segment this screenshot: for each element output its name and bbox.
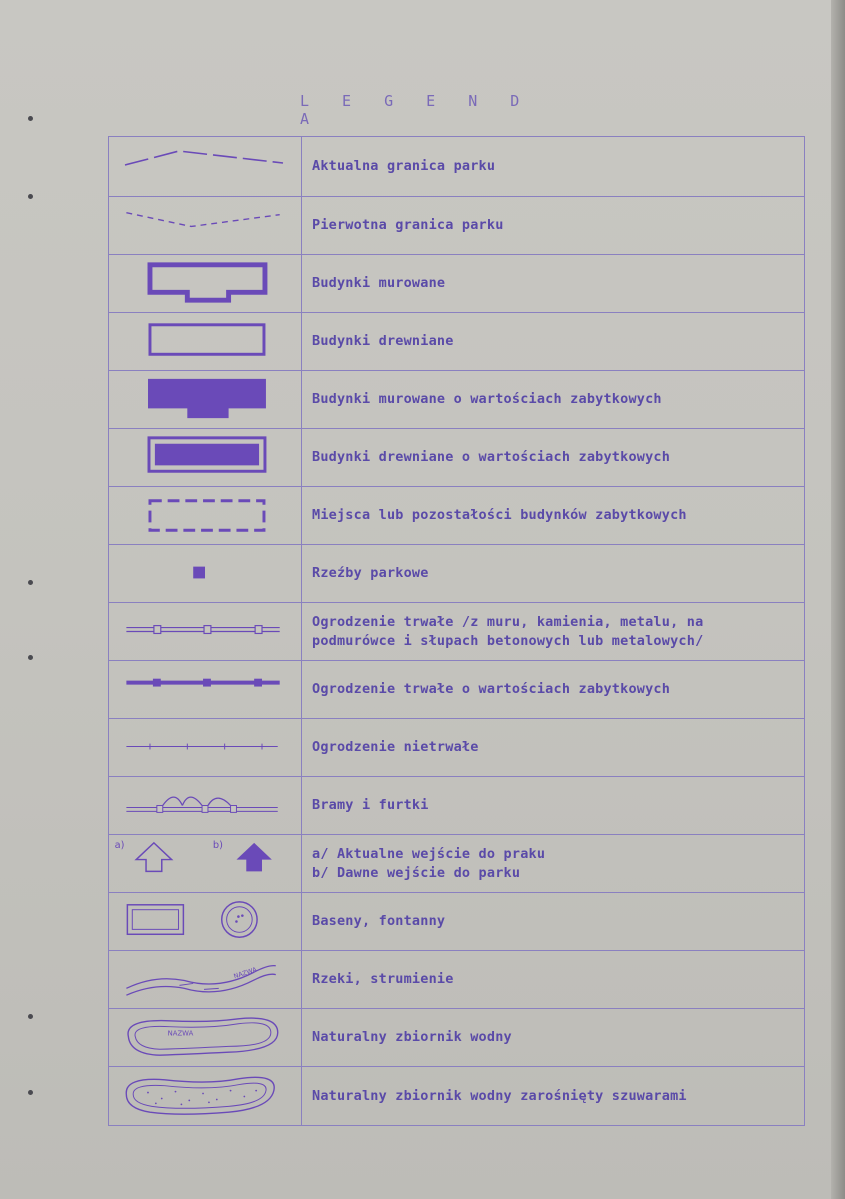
river-name-label: NAZWA — [232, 965, 258, 981]
legend-row — [109, 718, 804, 776]
lake-icon — [109, 1009, 302, 1066]
legend-label: Bramy i furtki — [312, 797, 429, 813]
legend-label: Naturalny zbiornik wodny zarośnięty szuwarami — [312, 1088, 687, 1104]
legend-row — [109, 892, 804, 950]
fence-permanent-icon — [109, 603, 302, 660]
legend-row — [109, 1066, 804, 1126]
legend-label: Ogrodzenie nietrwałe — [312, 739, 479, 755]
legend-row — [109, 370, 804, 428]
legend-label: Rzeki, strumienie — [312, 971, 454, 987]
pool-fountain-icon — [109, 893, 302, 950]
legend-label: Budynki murowane o wartościach zabytkowych — [312, 391, 662, 407]
brick-building-filled-icon — [109, 371, 302, 428]
legend-row — [109, 544, 804, 602]
fence-historic-icon — [109, 661, 302, 718]
lake-name-label: NAZWA — [167, 1029, 194, 1038]
legend-table — [108, 136, 805, 1126]
legend-row — [109, 312, 804, 370]
fence-temporary-icon — [109, 719, 302, 776]
legend-row — [109, 602, 804, 660]
legend-row — [109, 486, 804, 544]
punch-hole — [28, 1014, 33, 1019]
dashed-rectangle-icon — [109, 487, 302, 544]
reed-lake-icon — [109, 1067, 302, 1126]
legend-row — [109, 428, 804, 486]
wooden-building-outline-icon — [109, 313, 302, 370]
dotted-line-icon — [109, 197, 302, 254]
legend-label: Pierwotna granica parku — [312, 217, 504, 233]
punch-hole — [28, 580, 33, 585]
paper-edge — [831, 0, 845, 1199]
punch-hole — [28, 655, 33, 660]
legend-label: Aktualna granica parku — [312, 158, 496, 174]
legend-row — [109, 254, 804, 312]
legend-label: Miejsca lub pozostałości budynków zabytkowych — [312, 507, 687, 523]
legend-row — [109, 1008, 804, 1066]
legend-title: L E G E N D A — [300, 92, 532, 128]
legend-label: a/ Aktualne wejście do praku b/ Dawne wejście do parku — [312, 845, 546, 881]
legend-row — [109, 834, 804, 892]
river-icon — [109, 951, 302, 1008]
gate-icon — [109, 777, 302, 834]
legend-label: Budynki drewniane — [312, 333, 454, 349]
legend-label: Budynki murowane — [312, 275, 446, 291]
punch-hole — [28, 1090, 33, 1095]
legend-label: Rzeźby parkowe — [312, 565, 429, 581]
legend-row — [109, 137, 804, 196]
legend-row — [109, 950, 804, 1008]
punch-hole — [28, 116, 33, 121]
legend-label: Naturalny zbiornik wodny — [312, 1029, 512, 1045]
punch-hole — [28, 194, 33, 199]
label-a: a) — [114, 839, 125, 851]
legend-label: Ogrodzenie trwałe o wartościach zabytkowych — [312, 681, 671, 697]
legend-label: Baseny, fontanny — [312, 913, 446, 929]
legend-row — [109, 660, 804, 718]
label-b: b) — [212, 839, 223, 851]
brick-building-outline-icon — [109, 255, 302, 312]
dash-line-icon — [109, 137, 302, 196]
legend-row — [109, 776, 804, 834]
legend-row — [109, 196, 804, 254]
wooden-building-filled-icon — [109, 429, 302, 486]
legend-label: Ogrodzenie trwałe /z muru, kamienia, metalu, na podmurówce i słupach betonowych lub metalowych/ — [312, 613, 704, 649]
small-square-icon — [109, 545, 302, 602]
entrance-arrows-icon — [109, 835, 302, 892]
legend-label: Budynki drewniane o wartościach zabytkowych — [312, 449, 671, 465]
